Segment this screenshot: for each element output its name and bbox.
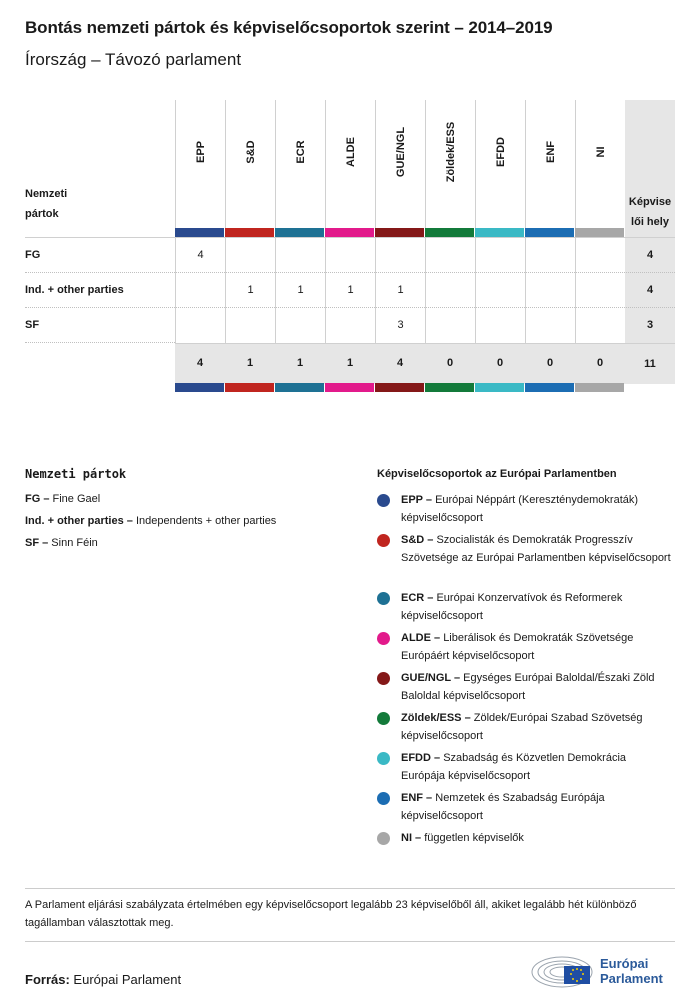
ep-group-color-dot (377, 494, 390, 507)
group-color-bar (325, 228, 374, 237)
total-cell: 0 (496, 357, 504, 369)
ep-group-description: Egységes Európai Baloldal/Északi Zöld Baloldal képviselőcsoport (401, 672, 655, 702)
group-header (225, 100, 276, 228)
table-cell (225, 238, 275, 273)
group-color-bar (525, 383, 574, 392)
table-cell (575, 238, 625, 273)
source (25, 972, 181, 987)
ep-group-code: GUE/NGL – (401, 672, 461, 684)
ep-group-description: Szocialisták és Demokraták Progresszív Szövetsége az Európai Parlamentben képviselőcsoport (401, 534, 671, 564)
source-label: Forrás: (25, 972, 70, 987)
group-header-label: NI (595, 146, 607, 158)
group-color-bar (175, 228, 224, 237)
logo-line2: Parlament (600, 971, 663, 986)
ep-group-color-dot (377, 534, 390, 547)
group-header-label: S&D (245, 140, 257, 164)
ep-group-description: Zöldek/Európai Szabad Szövetség képviselőcsoport (401, 712, 643, 742)
group-color-bar (225, 228, 274, 237)
group-color-bar (275, 228, 324, 237)
seat-table (25, 100, 675, 395)
total-cell: 0 (596, 357, 604, 369)
table-cell (225, 308, 275, 343)
page-subtitle: Írország – Távozó parlament (25, 50, 242, 69)
total-cell: 0 (446, 357, 454, 369)
table-cell (325, 308, 375, 343)
table-cell (175, 273, 225, 308)
group-header-label: Zöldek/ESS (445, 121, 457, 183)
group-color-bar (175, 383, 224, 392)
table-cell (525, 238, 575, 273)
table-cell (425, 308, 475, 343)
ep-group-color-dot (377, 592, 390, 605)
table-cell (425, 273, 475, 308)
row-party-name: FG (25, 249, 41, 261)
total-seats: 11 (625, 344, 675, 384)
table-cell: 1 (325, 273, 375, 308)
ep-group-description: Nemzetek és Szabadság Európája képviselőcsoport (401, 792, 605, 822)
group-header (175, 100, 226, 228)
group-color-bar (575, 383, 624, 392)
national-party-name: Sinn Féin (51, 537, 98, 549)
group-color-bar (475, 228, 524, 237)
national-parties-header: Nemzeti pártok (25, 188, 68, 220)
table-cell: 4 (175, 238, 225, 273)
table-cell (425, 238, 475, 273)
totals-row (175, 343, 675, 384)
group-color-bar (425, 383, 474, 392)
page-title: Bontás nemzeti pártok és képviselőcsoportok szerint – 2014–2019 (25, 18, 553, 37)
national-party-item (25, 493, 100, 505)
table-cell (475, 273, 525, 308)
group-header (525, 100, 576, 228)
ep-group-color-dot (377, 752, 390, 765)
footnote: A Parlament eljárási szabályzata értelmében egy képviselőcsoport legalább 23 képviselőből áll, akiket legalább hét különböző tagállamban választottak meg. (25, 899, 637, 929)
ep-group-code: EPP – (401, 494, 432, 506)
national-party-code: SF – (25, 537, 49, 549)
national-party-item (25, 515, 276, 527)
group-header (275, 100, 326, 228)
ep-group-code: ALDE – (401, 632, 441, 644)
source-value: Európai Parlament (73, 972, 182, 987)
table-row (25, 307, 675, 343)
group-color-bar (325, 383, 374, 392)
ep-group-description: Európai Néppárt (Kereszténydemokraták) képviselőcsoport (401, 494, 639, 524)
ep-group-code: NI – (401, 832, 422, 844)
table-cell: 3 (375, 308, 425, 343)
ep-group-code: Zöldek/ESS – (401, 712, 471, 724)
table-row (25, 237, 675, 273)
ep-group-color-dot (377, 672, 390, 685)
group-header-label: EFDD (495, 137, 507, 167)
ep-group-description: Európai Konzervatívok és Reformerek képviselőcsoport (401, 592, 623, 622)
group-header-label: ENF (545, 141, 557, 163)
table-cell (525, 308, 575, 343)
group-color-bar (275, 383, 324, 392)
ep-group-code: EFDD – (401, 752, 441, 764)
table-cell: 1 (375, 273, 425, 308)
ep-group-code: ECR – (401, 592, 434, 604)
table-cell (375, 238, 425, 273)
row-seats: 4 (625, 238, 675, 273)
table-cell (175, 308, 225, 343)
table-cell (325, 238, 375, 273)
group-header-label: ALDE (345, 137, 357, 167)
ep-group-description: Liberálisok és Demokraták Szövetsége Európáért képviselőcsoport (401, 632, 634, 662)
group-header (325, 100, 376, 228)
table-cell (575, 308, 625, 343)
european-parliament-logo (530, 952, 676, 990)
ep-group-color-dot (377, 832, 390, 845)
group-color-bar (475, 383, 524, 392)
group-color-bar (525, 228, 574, 237)
ep-group-description: független képviselők (424, 832, 524, 844)
ep-group-color-dot (377, 712, 390, 725)
group-color-bar (375, 228, 424, 237)
logo-line1: Európai (600, 956, 649, 971)
ep-group-color-dot (377, 792, 390, 805)
total-cell: 0 (546, 357, 554, 369)
parliament-hemicycle-icon (530, 952, 600, 990)
ep-group-code: S&D – (401, 534, 434, 546)
row-party-name: Ind. + other parties (25, 284, 124, 296)
group-header-label: ECR (295, 140, 307, 164)
table-cell: 1 (225, 273, 275, 308)
row-separator (25, 342, 175, 343)
national-party-code: FG – (25, 493, 50, 505)
national-party-code: Ind. + other parties – (25, 515, 133, 527)
table-row (25, 272, 675, 308)
group-header (425, 100, 476, 228)
ep-groups-title: Képviselőcsoportok az Európai Parlamentben (377, 468, 617, 480)
group-header-label: EPP (195, 140, 207, 164)
national-party-name: Fine Gael (52, 493, 101, 505)
table-cell (275, 308, 325, 343)
row-seats: 4 (625, 273, 675, 308)
table-cell (475, 238, 525, 273)
group-header (575, 100, 626, 228)
divider (25, 941, 675, 942)
table-cell (475, 308, 525, 343)
national-party-item (25, 537, 98, 549)
total-cell: 1 (246, 357, 254, 369)
total-cell: 1 (296, 357, 304, 369)
ep-group-code: ENF – (401, 792, 433, 804)
group-color-bar (225, 383, 274, 392)
group-header (475, 100, 526, 228)
table-cell (525, 273, 575, 308)
group-header-label: GUE/NGL (395, 126, 407, 178)
total-cell: 4 (196, 357, 204, 369)
table-cell (575, 273, 625, 308)
table-cell (275, 238, 325, 273)
total-cell: 1 (346, 357, 354, 369)
national-party-name: Independents + other parties (135, 515, 277, 527)
ep-group-color-dot (377, 632, 390, 645)
table-cell: 1 (275, 273, 325, 308)
group-color-bar (375, 383, 424, 392)
total-cell: 4 (396, 357, 404, 369)
group-header (375, 100, 426, 228)
ep-group-description: Szabadság és Közvetlen Demokrácia Európája képviselőcsoport (401, 752, 627, 782)
divider (25, 888, 675, 889)
group-color-bar (575, 228, 624, 237)
seats-header: Képvise lői hely (625, 100, 675, 237)
row-seats: 3 (625, 308, 675, 343)
row-party-name: SF (25, 319, 40, 331)
group-color-bar (425, 228, 474, 237)
national-parties-title: Nemzeti pártok (25, 467, 127, 481)
